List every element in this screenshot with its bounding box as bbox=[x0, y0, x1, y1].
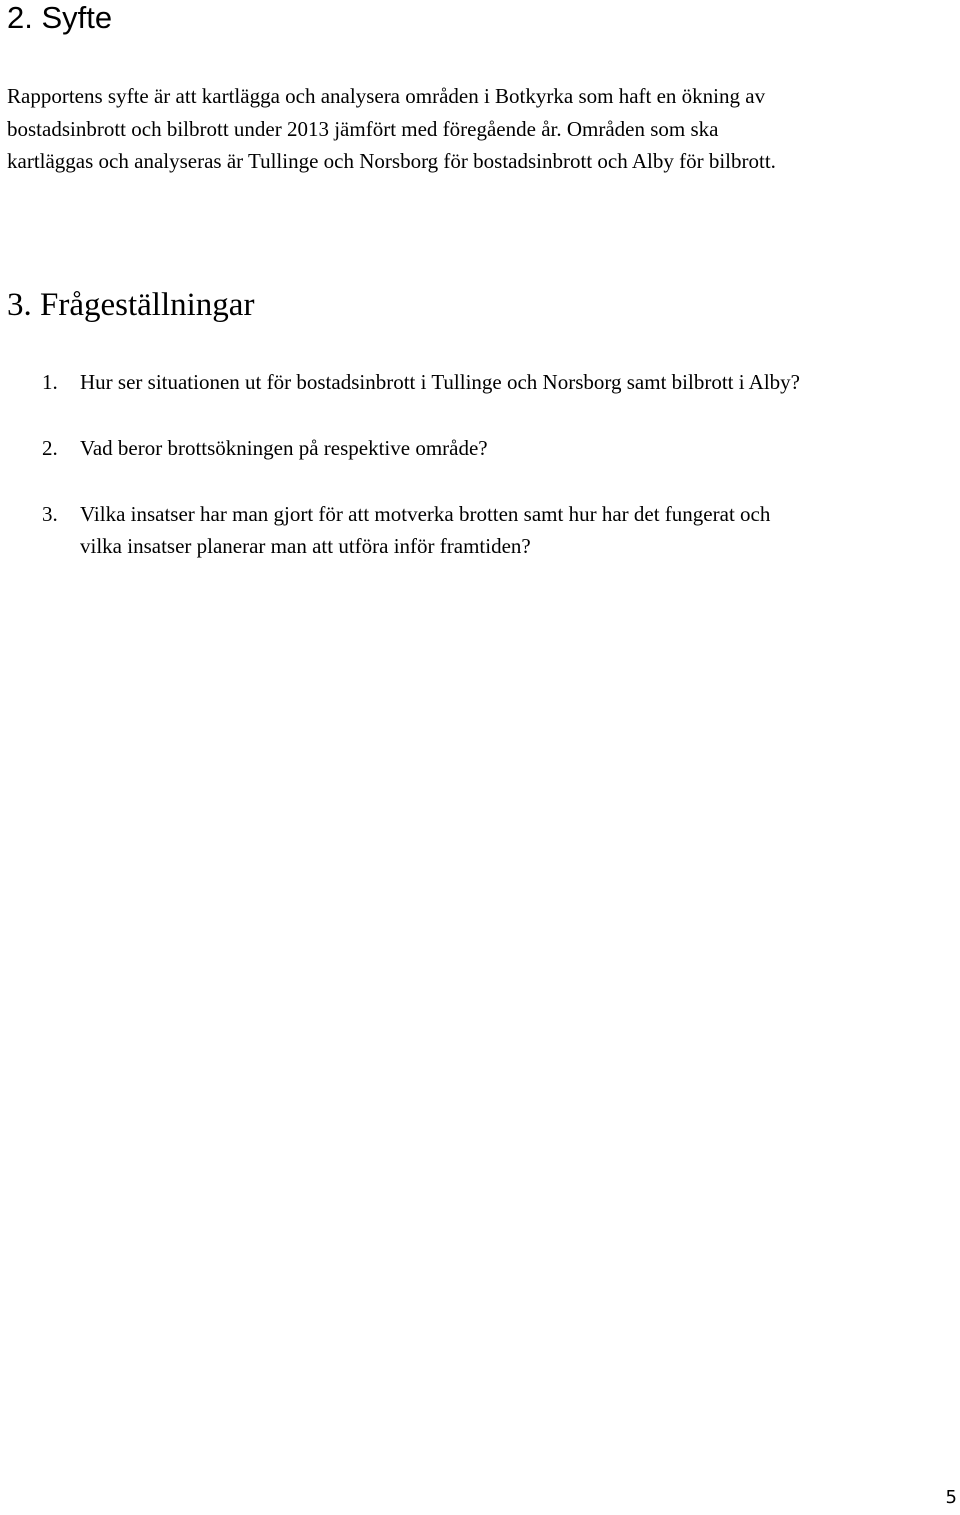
question-number: 2. bbox=[42, 436, 58, 460]
syfte-paragraph bbox=[7, 80, 952, 178]
question-line: Vilka insatser har man gjort för att motverka brotten samt hur har det fungerat och bbox=[80, 502, 771, 526]
question-number: 1. bbox=[42, 370, 58, 394]
question-item-3 bbox=[42, 498, 952, 562]
paragraph-line: Rapportens syfte är att kartlägga och analysera områden i Botkyrka som haft en ökning av bbox=[7, 84, 766, 108]
question-text bbox=[80, 498, 952, 562]
paragraph-line: kartläggas och analyseras är Tullinge och Norsborg för bostadsinbrott och Alby för bilbrott. bbox=[7, 149, 776, 173]
paragraph-line: bostadsinbrott och bilbrott under 2013 jämfört med föregående år. Områden som ska bbox=[7, 116, 719, 141]
question-number: 3. bbox=[42, 502, 58, 526]
page-number: 5 bbox=[945, 1487, 957, 1508]
section-heading-fragestallningar: 3. Frågeställningar bbox=[7, 287, 255, 323]
question-text bbox=[80, 366, 952, 398]
question-line: Hur ser situationen ut för bostadsinbrott i Tullinge och Norsborg samt bilbrott i Alby? bbox=[80, 370, 800, 394]
question-text bbox=[80, 432, 952, 464]
question-item-2 bbox=[42, 432, 952, 464]
section-heading-syfte: 2. Syfte bbox=[7, 0, 113, 35]
question-item-1 bbox=[42, 366, 952, 398]
question-line: vilka insatser planerar man att utföra inför framtiden? bbox=[80, 534, 531, 558]
question-line: Vad beror brottsökningen på respektive område? bbox=[80, 436, 488, 460]
